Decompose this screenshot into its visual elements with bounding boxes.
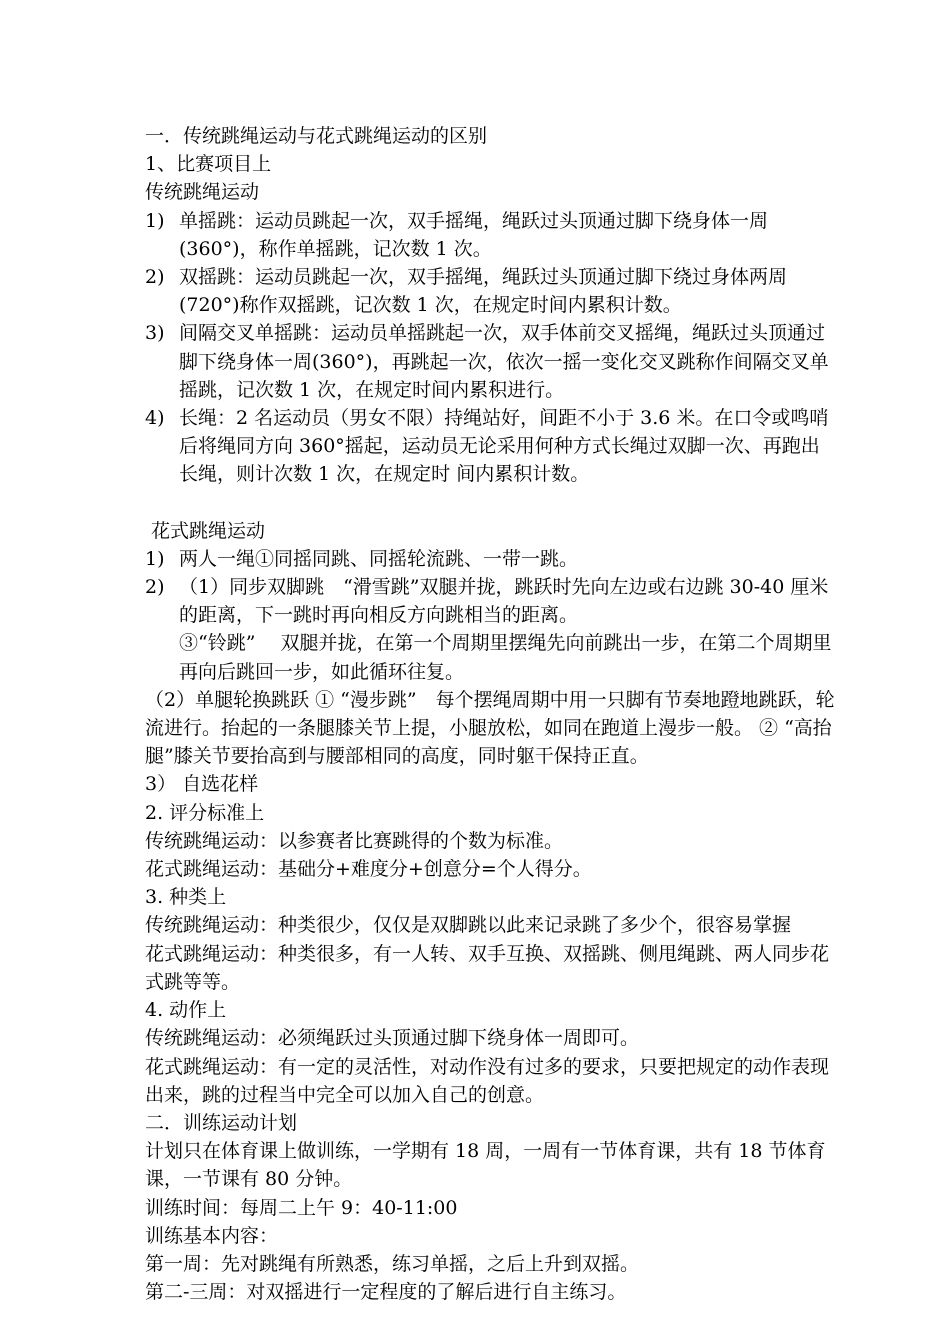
list-text: 双摇跳：运动员跳起一次，双手摇绳，绳跃过头顶通过脚下绕过身体两周(720°)称作双摇跳，记次数 1 次，在规定时间内累积计数。 bbox=[179, 266, 788, 317]
fancy-paragraph-single-leg: （2）单腿轮换跳跃 ① “漫步跳” 每个摆绳周期中用一只脚有节奏地蹬地跳跃，轮流进行。抬起的一条腿膝关节上提，小腿放松，如同在跑道上漫步一般。 ② “高抬腿”膝关节要抬高到与腰部相同的高度，同时躯干保持正直。 bbox=[145, 688, 835, 768]
list-number: 1) bbox=[145, 547, 165, 570]
fancy-item-1 bbox=[145, 545, 835, 573]
fancy-item-3: 3） 自选花样 bbox=[145, 773, 259, 796]
types-fancy: 花式跳绳运动：种类很多，有一人转、双手互换、双摇跳、侧甩绳跳、两人同步花式跳等等。 bbox=[145, 942, 830, 993]
list-text: 两人一绳①同摇同跳、同摇轮流跳、一带一跳。 bbox=[179, 547, 579, 570]
training-plan: 计划只在体育课上做训练，一学期有 18 周，一周有一节体育课，共有 18 节体育课，一节课有 80 分钟。 bbox=[145, 1140, 826, 1191]
fancy-item-2-continuation: ③“铃跳” 双腿并拢，在第一个周期里摆绳先向前跳出一步，在第二个周期里再向后跳回一步，如此循环往复。 bbox=[179, 632, 832, 683]
traditional-label: 传统跳绳运动 bbox=[145, 181, 260, 204]
list-number: 3) bbox=[145, 322, 165, 345]
document-body bbox=[145, 122, 835, 1306]
blank-line bbox=[145, 489, 835, 517]
fancy-item-2 bbox=[145, 573, 835, 629]
subsection-heading-types: 3. 种类上 bbox=[145, 886, 227, 909]
traditional-item-3 bbox=[145, 319, 835, 404]
list-text: 单摇跳：运动员跳起一次，双手摇绳，绳跃过头顶通过脚下绕身体一周(360°)，称作单摇跳，记次数 1 次。 bbox=[179, 209, 769, 260]
training-week-2-3: 第二-三周：对双摇进行一定程度的了解后进行自主练习。 bbox=[145, 1281, 627, 1304]
list-number: 2) bbox=[145, 266, 165, 289]
list-text: 长绳：2 名运动员（男女不限）持绳站好，间距不小于 3.6 米。在口令或鸣哨后将绳同方向 360°摇起，运动员无论采用何种方式长绳过双脚一次、再跑出长绳，则计次数 1 次，在规定时 间内累积计数。 bbox=[179, 407, 829, 486]
scoring-traditional: 传统跳绳运动：以参赛者比赛跳得的个数为标准。 bbox=[145, 829, 564, 852]
list-number: 4) bbox=[145, 407, 165, 430]
subsection-heading-movements: 4. 动作上 bbox=[145, 999, 227, 1022]
types-traditional: 传统跳绳运动：种类很少，仅仅是双脚跳以此来记录跳了多少个，很容易掌握 bbox=[145, 914, 792, 937]
traditional-item-4 bbox=[145, 404, 835, 489]
fancy-label: 花式跳绳运动 bbox=[151, 519, 266, 542]
training-time: 训练时间：每周二上午 9：40-11:00 bbox=[145, 1196, 458, 1219]
scoring-fancy: 花式跳绳运动：基础分+难度分+创意分=个人得分。 bbox=[145, 858, 592, 881]
traditional-item-1 bbox=[145, 207, 835, 263]
traditional-item-2 bbox=[145, 263, 835, 319]
subsection-heading-scoring: 2. 评分标准上 bbox=[145, 801, 265, 824]
list-number: 1) bbox=[145, 209, 165, 232]
subsection-heading-competition: 1、比赛项目上 bbox=[145, 153, 272, 176]
list-text: 间隔交叉单摇跳：运动员单摇跳起一次，双手体前交叉摇绳，绳跃过头顶通过脚下绕身体一周(360°)，再跳起一次，依次一摇一变化交叉跳称作间隔交叉单摇跳，记次数 1 次，在规定时间内累积进行。 bbox=[179, 322, 829, 401]
section-title-2: 二．训练运动计划 bbox=[145, 1111, 298, 1134]
list-text: （1）同步双脚跳 “滑雪跳”双腿并拢，跳跃时先向左边或右边跳 30-40 厘米的距离，下一跳时再向相反方向跳相当的距离。 bbox=[179, 576, 829, 627]
section-title-1: 一．传统跳绳运动与花式跳绳运动的区别 bbox=[145, 125, 488, 147]
list-number: 2) bbox=[145, 576, 165, 599]
training-content-label: 训练基本内容： bbox=[145, 1224, 279, 1247]
movements-fancy: 花式跳绳运动：有一定的灵活性，对动作没有过多的要求，只要把规定的动作表现出来，跳的过程当中完全可以加入自己的创意。 bbox=[145, 1055, 830, 1106]
movements-traditional: 传统跳绳运动：必须绳跃过头顶通过脚下绕身体一周即可。 bbox=[145, 1027, 640, 1050]
training-week-1: 第一周：先对跳绳有所熟悉，练习单摇，之后上升到双摇。 bbox=[145, 1252, 640, 1275]
